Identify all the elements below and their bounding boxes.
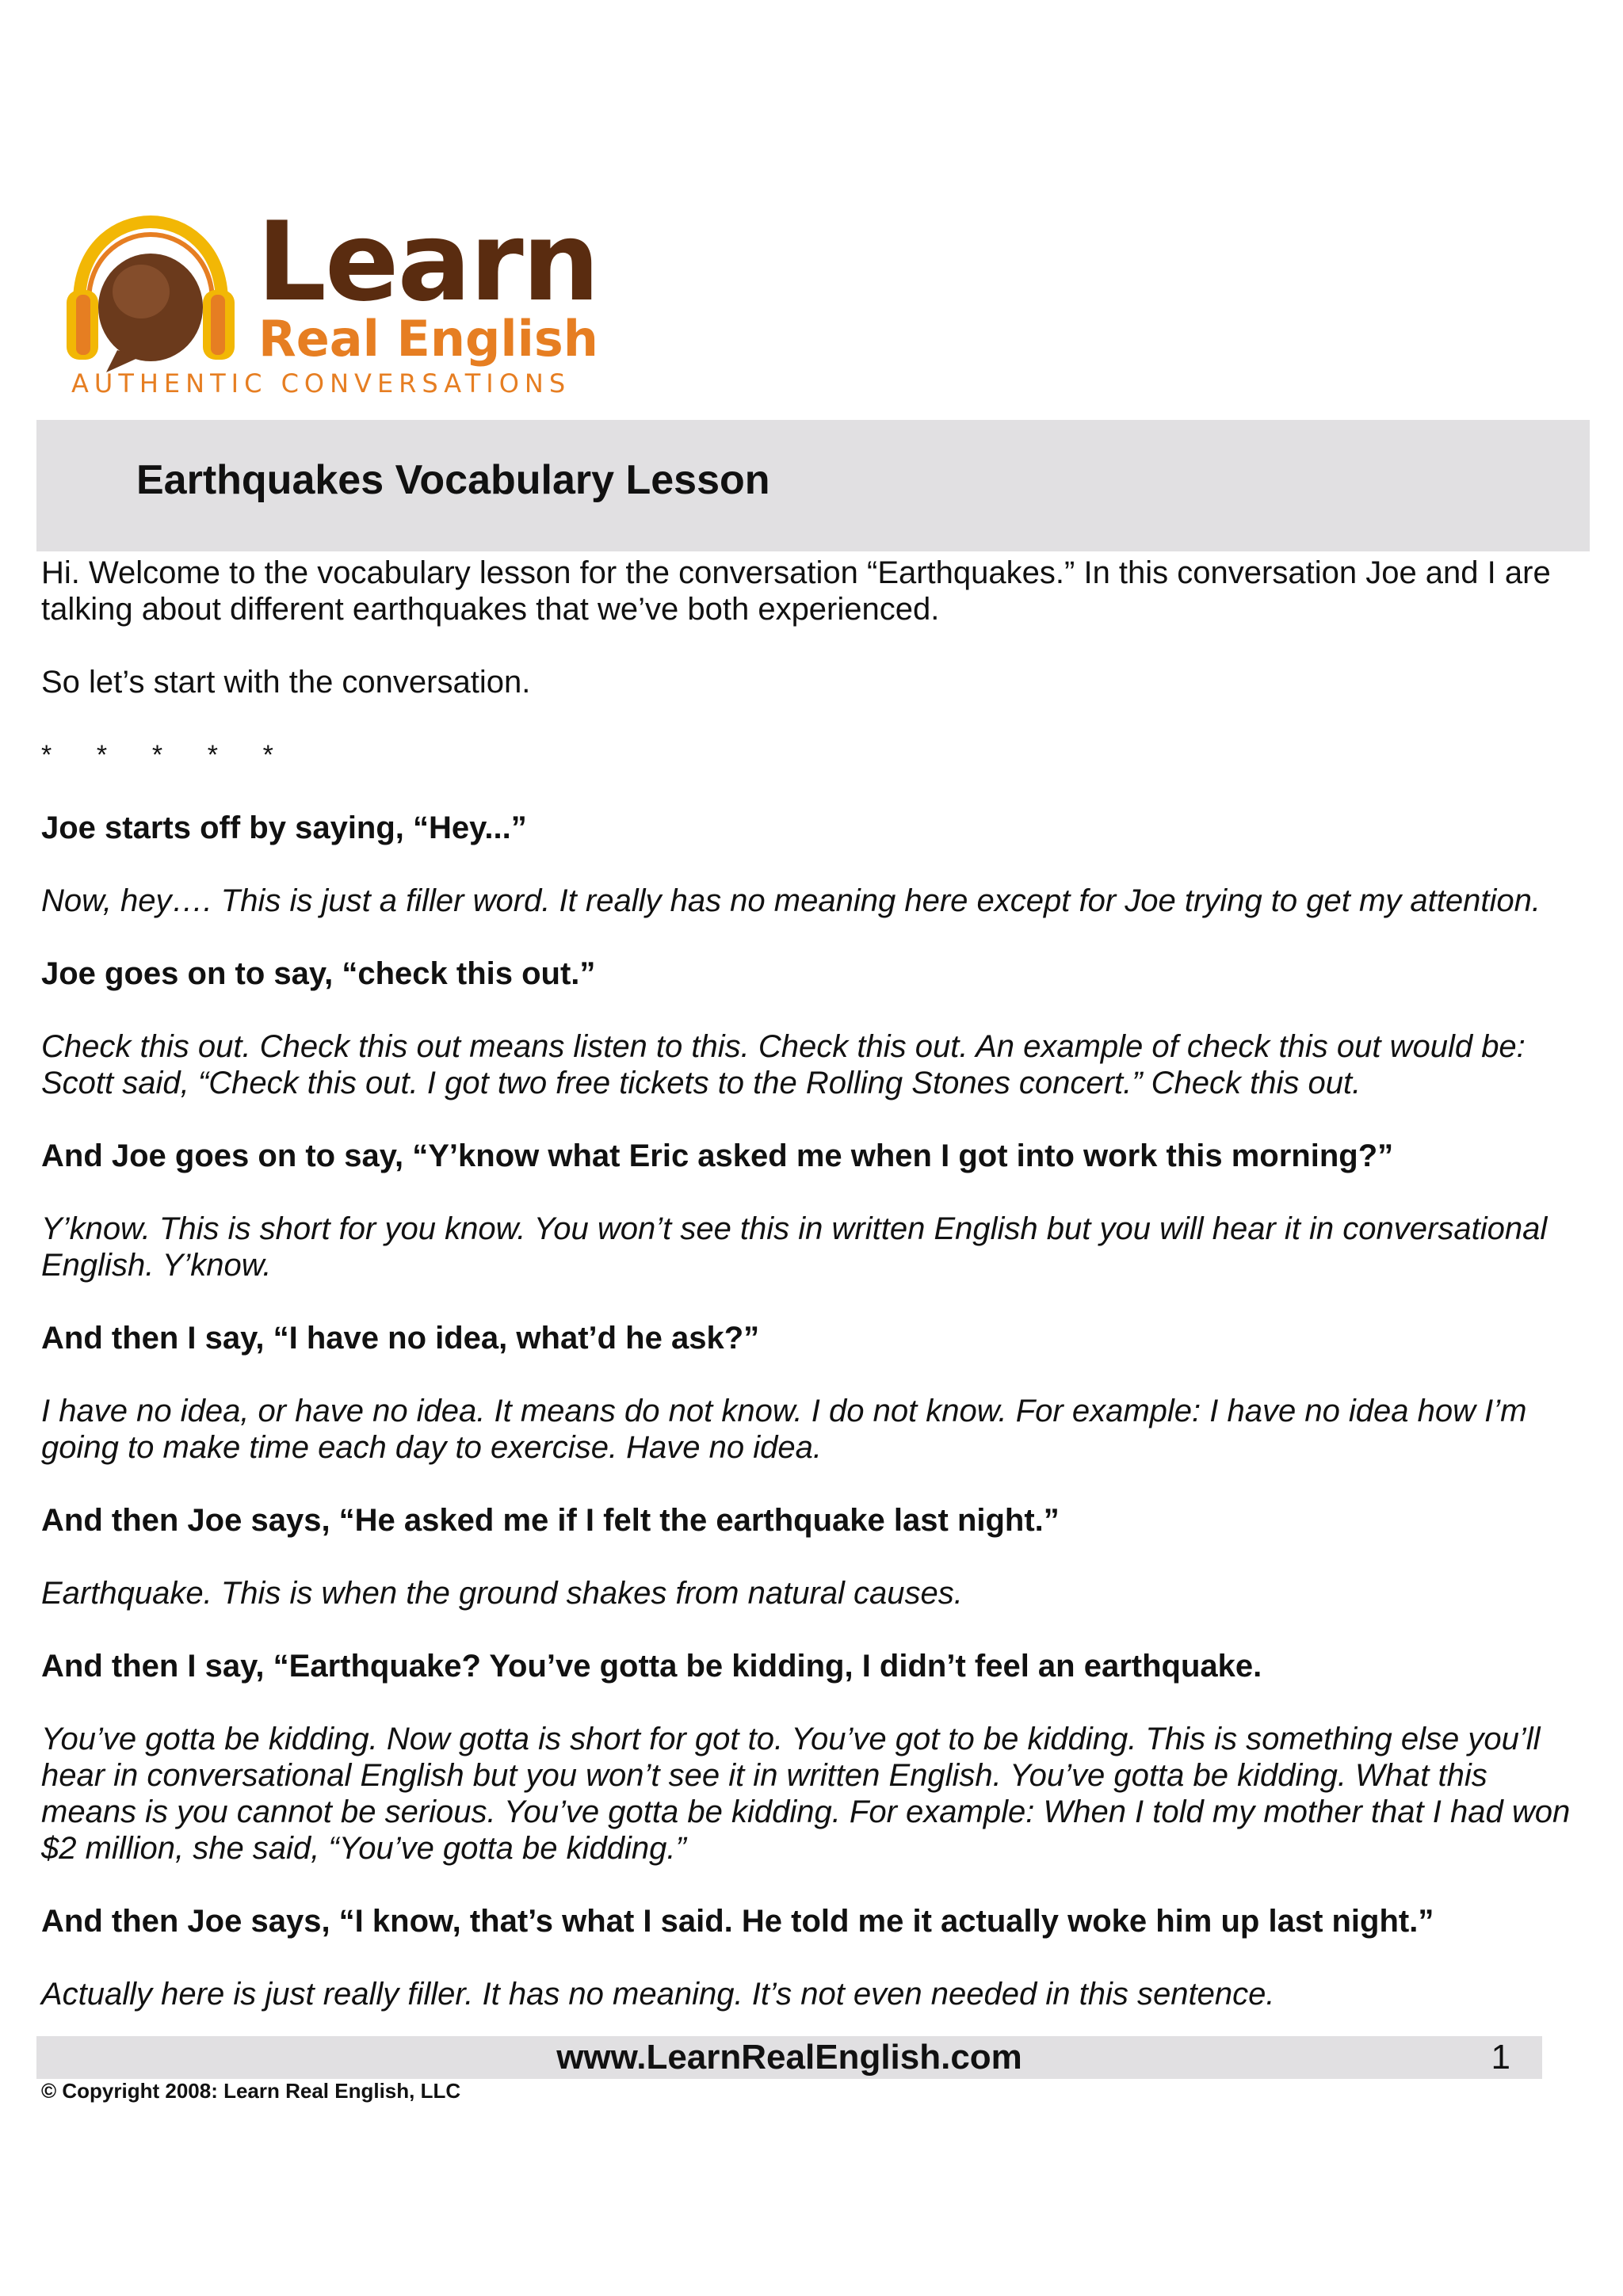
vocab-explanation: Check this out. Check this out means listen to this. Check this out. An example of check this out would be: Scott said, “Check this out. I got two free tickets to the Rolling Stones concert.” Check this out. xyxy=(41,1029,1526,1100)
vocab-explanation: Y’know. This is short for you know. You won’t see this in written English but you will hear it in conversational English. Y’know. xyxy=(41,1211,1548,1283)
intro-paragraph: Hi. Welcome to the vocabulary lesson for the conversation “Earthquakes.” In this conversation Joe and I are talking about different earthquakes that we’ve both experienced. xyxy=(41,555,1551,627)
dialogue-line: And Joe goes on to say, “Y’know what Eric asked me when I got into work this morning?” xyxy=(41,1138,1394,1173)
intro-start-line: So let’s start with the conversation. xyxy=(41,665,531,700)
logo-wordmark-learn: Learn xyxy=(257,198,598,326)
footer-banner xyxy=(36,2036,1542,2079)
dialogue-line: And then I say, “I have no idea, what’d he ask?” xyxy=(41,1321,760,1356)
title-banner xyxy=(36,420,1590,551)
website-url[interactable]: www.LearnRealEnglish.com xyxy=(556,2038,1022,2077)
vocab-explanation: You’ve gotta be kidding. Now gotta is short for got to. You’ve got to be kidding. This is something else you’ll hear in conversational English but you won’t see it in written English. You’ve gotta be kidding. What this means is you cannot be serious. You’ve gotta be kidding. For example: When I told my mother that I had won $2 million, she said, “You’ve gotta be kidding.” xyxy=(41,1722,1571,1866)
logo-tagline: AUTHENTIC CONVERSATIONS xyxy=(71,368,571,399)
headphones-logo-icon xyxy=(62,215,240,374)
brand-logo xyxy=(62,198,601,406)
vocab-explanation: Actually here is just really filler. It has no meaning. It’s not even needed in this sentence. xyxy=(41,1977,1275,2012)
lesson-body xyxy=(41,555,1587,2049)
dialogue-line: And then Joe says, “He asked me if I felt the earthquake last night.” xyxy=(41,1503,1060,1538)
dialogue-line: Joe starts off by saying, “Hey...” xyxy=(41,810,527,845)
copyright-notice: © Copyright 2008: Learn Real English, LLC xyxy=(41,2079,461,2103)
dialogue-line: And then Joe says, “I know, that’s what I said. He told me it actually woke him up last night.” xyxy=(41,1904,1434,1939)
vocab-explanation: Earthquake. This is when the ground shakes from natural causes. xyxy=(41,1576,963,1611)
page-title: Earthquakes Vocabulary Lesson xyxy=(136,457,770,503)
logo-wordmark-real-english: Real English xyxy=(258,310,598,368)
vocab-explanation: I have no idea, or have no idea. It means do not know. I do not know. For example: I have no idea how I’m going to make time each day to exercise. Have no idea. xyxy=(41,1394,1527,1465)
section-separator: * * * * * xyxy=(41,740,273,770)
vocab-explanation: Now, hey…. This is just a filler word. It really has no meaning here except for Joe trying to get my attention. xyxy=(41,883,1541,918)
page-number: 1 xyxy=(1491,2038,1510,2077)
dialogue-line: And then I say, “Earthquake? You’ve gotta be kidding, I didn’t feel an earthquake. xyxy=(41,1649,1262,1684)
dialogue-line: Joe goes on to say, “check this out.” xyxy=(41,956,596,991)
